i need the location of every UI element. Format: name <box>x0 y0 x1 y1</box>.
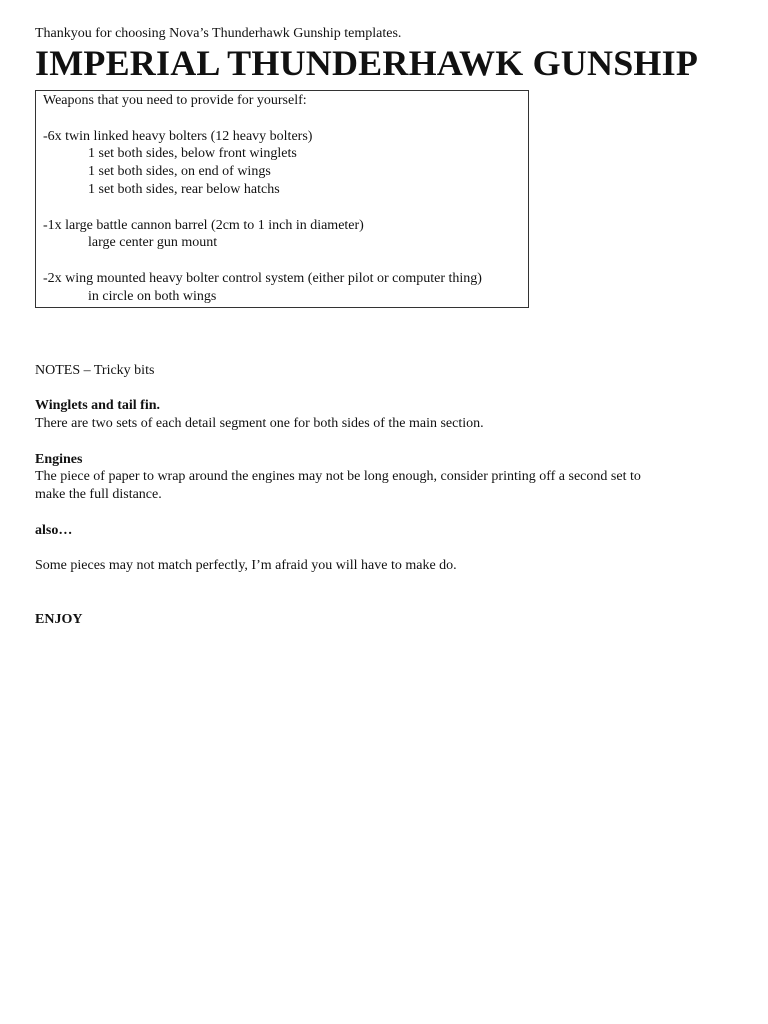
engines-text-line-2: make the full distance. <box>35 487 162 503</box>
notes-heading: NOTES – Tricky bits <box>35 362 155 378</box>
spacer <box>43 110 528 128</box>
bolters-detail-front: 1 set both sides, below front winglets <box>88 146 297 162</box>
spacer <box>35 504 735 522</box>
intro-line: Thankyou for choosing Nova’s Thunderhawk Gunship templates. <box>35 26 402 41</box>
bolters-detail-rear: 1 set both sides, rear below hatchs <box>88 181 280 197</box>
spacer <box>43 199 528 217</box>
document-page <box>35 25 735 629</box>
engines-heading: Engines <box>35 451 83 467</box>
winglets-heading: Winglets and tail fin. <box>35 398 160 414</box>
control-item: -2x wing mounted heavy bolter control system (either pilot or computer thing) <box>43 270 482 286</box>
spacer <box>35 433 735 451</box>
enjoy-text: ENJOY <box>35 611 83 627</box>
spacer <box>43 252 528 270</box>
notes-section <box>35 362 735 629</box>
spacer <box>35 575 735 611</box>
bolters-item: -6x twin linked heavy bolters (12 heavy bolters) <box>43 128 313 144</box>
bolters-detail-wings: 1 set both sides, on end of wings <box>88 164 271 180</box>
cannon-detail: large center gun mount <box>88 235 218 251</box>
weapons-heading: Weapons that you need to provide for yourself: <box>43 93 307 108</box>
control-detail: in circle on both wings <box>88 288 217 304</box>
engines-text-line-1: The piece of paper to wrap around the engines may not be long enough, consider printing off a second set to <box>35 469 641 485</box>
spacer <box>35 540 735 558</box>
also-text: Some pieces may not match perfectly, I’m afraid you will have to make do. <box>35 558 457 574</box>
spacer <box>35 379 735 397</box>
also-heading: also… <box>35 522 73 538</box>
page-title: IMPERIAL THUNDERHAWK GUNSHIP <box>35 43 699 83</box>
winglets-text: There are two sets of each detail segment one for both sides of the main section. <box>35 415 484 431</box>
weapons-box <box>35 90 529 308</box>
cannon-item: -1x large battle cannon barrel (2cm to 1 inch in diameter) <box>43 217 364 233</box>
